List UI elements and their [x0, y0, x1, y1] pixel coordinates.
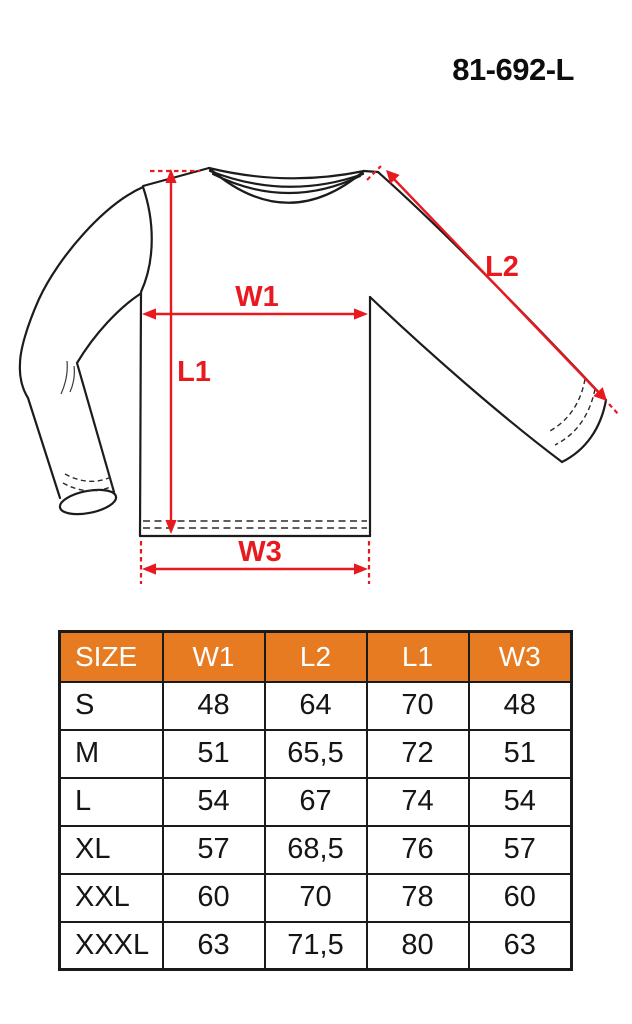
table-cell: 63 [163, 922, 265, 970]
col-header-l2: L2 [265, 632, 367, 682]
table-row-xxxl [60, 922, 572, 970]
size-cell: XXXL [60, 922, 163, 970]
table-cell: 70 [367, 682, 469, 730]
table-cell: 72 [367, 730, 469, 778]
w1-dimension-arrow [142, 281, 368, 320]
size-table [58, 630, 573, 971]
table-cell: 51 [469, 730, 572, 778]
table-cell: 65,5 [265, 730, 367, 778]
left-cuff-stitching [63, 474, 113, 491]
table-cell: 74 [367, 778, 469, 826]
shirt-collar [209, 168, 364, 203]
w3-dimension-arrow [141, 536, 369, 584]
size-cell: S [60, 682, 163, 730]
table-cell: 80 [367, 922, 469, 970]
table-cell: 70 [265, 874, 367, 922]
table-cell: 78 [367, 874, 469, 922]
l2-dimension-arrow [367, 166, 619, 415]
table-cell: 64 [265, 682, 367, 730]
elbow-fold-marks [61, 361, 74, 394]
table-cell: 57 [163, 826, 265, 874]
table-cell: 54 [469, 778, 572, 826]
size-cell: L [60, 778, 163, 826]
hem-stitching [143, 521, 367, 528]
left-sleeve [20, 187, 143, 518]
table-cell: 51 [163, 730, 265, 778]
size-cell: M [60, 730, 163, 778]
table-cell: 68,5 [265, 826, 367, 874]
size-cell: XXL [60, 874, 163, 922]
col-header-w3: W3 [469, 632, 572, 682]
w3-label: W3 [238, 536, 282, 568]
size-cell: XL [60, 826, 163, 874]
table-cell: 67 [265, 778, 367, 826]
table-cell: 48 [469, 682, 572, 730]
col-header-l1: L1 [367, 632, 469, 682]
table-cell: 57 [469, 826, 572, 874]
table-cell: 60 [163, 874, 265, 922]
table-cell: 54 [163, 778, 265, 826]
l1-label: L1 [177, 356, 211, 388]
table-row-xxl [60, 874, 572, 922]
table-cell: 48 [163, 682, 265, 730]
table-row-xl [60, 826, 572, 874]
col-header-w1: W1 [163, 632, 265, 682]
l1-dimension-arrow [150, 169, 211, 534]
table-cell: 76 [367, 826, 469, 874]
l2-label: L2 [485, 251, 519, 283]
w1-label: W1 [235, 281, 279, 313]
table-cell: 60 [469, 874, 572, 922]
table-row-l [60, 778, 572, 826]
product-code-title: 81-692-L [452, 52, 574, 87]
table-cell: 63 [469, 922, 572, 970]
table-row-m [60, 730, 572, 778]
table-cell: 71,5 [265, 922, 367, 970]
size-table-header-row [60, 632, 572, 682]
shirt-body [140, 168, 378, 536]
right-sleeve [370, 172, 606, 462]
right-cuff-stitching [548, 379, 595, 445]
table-row-s [60, 682, 572, 730]
col-header-size: SIZE [60, 632, 163, 682]
